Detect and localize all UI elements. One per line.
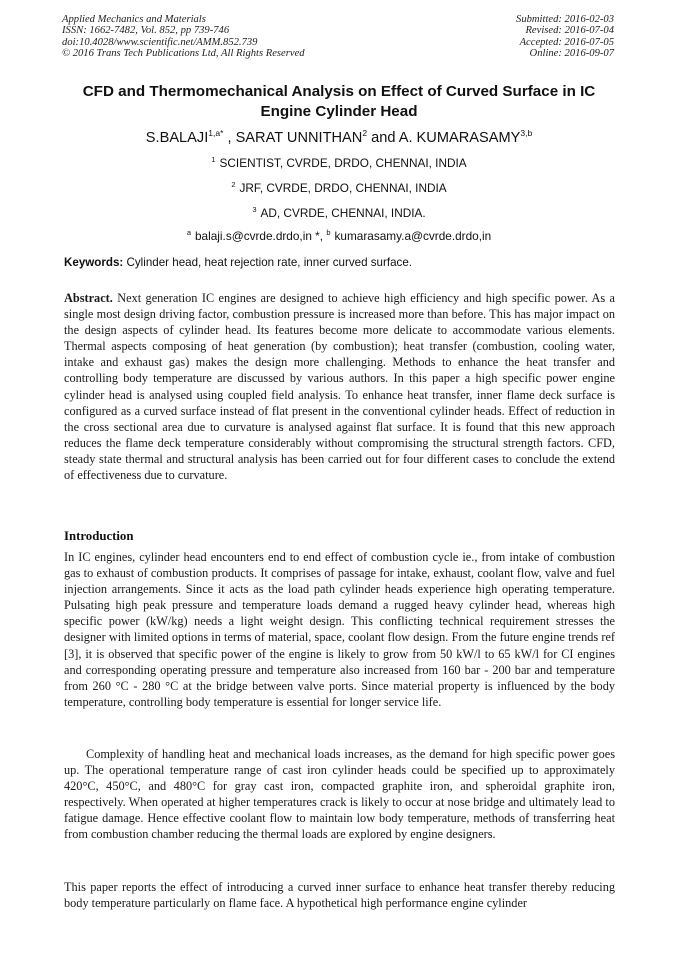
date-revised: Revised: 2016-07-04 bbox=[525, 25, 614, 37]
affiliation-mark: 1 bbox=[211, 155, 216, 164]
publication-dates bbox=[516, 14, 614, 60]
date-online: Online: 2016-09-07 bbox=[529, 48, 614, 60]
corresponding-mark: *, bbox=[311, 229, 327, 243]
author-2-mark: 2 bbox=[362, 128, 368, 138]
journal-copyright: © 2016 Trans Tech Publications Ltd, All Rights Reserved bbox=[62, 48, 305, 60]
intro-paragraph-2: Complexity of handling heat and mechanical loads increases, as the demand for high specific power goes up. The operational temperature range of cast iron cylinder heads could be specified up to approximately 420°C, 450°C, and 480°C for gray cast iron, compacted graphite iron, and spheroidal graphite iron, respectively. When operated at higher temperatures crack is likely to occur at nose bridge and ultimately lead to fatigue damage. Hence effective coolant flow to maintain low body temperature, methods of transferring heat from combustion chamber reducing the thermal loads are explored by engine designers. bbox=[64, 747, 615, 842]
email-a-mark: a bbox=[186, 228, 191, 237]
abstract-label: Abstract. bbox=[64, 291, 113, 305]
abstract bbox=[64, 290, 615, 483]
journal-info bbox=[62, 14, 305, 60]
date-accepted: Accepted: 2016-07-05 bbox=[519, 36, 614, 48]
section-heading-introduction: Introduction bbox=[64, 529, 134, 543]
author-separator: , bbox=[223, 130, 236, 146]
affiliation-mark: 3 bbox=[252, 205, 257, 214]
keywords-label: Keywords: bbox=[64, 256, 124, 269]
email-b-mark: b bbox=[326, 228, 331, 237]
affiliation-text: AD, CVRDE, CHENNAI, INDIA. bbox=[260, 206, 426, 220]
date-submitted: Submitted: 2016-02-03 bbox=[516, 14, 614, 25]
affiliation-2 bbox=[60, 180, 618, 195]
affiliation-text: SCIENTIST, CVRDE, DRDO, CHENNAI, INDIA bbox=[219, 156, 467, 170]
journal-issn: ISSN: 1662-7482, Vol. 852, pp 739-746 bbox=[62, 25, 230, 37]
affiliation-3 bbox=[60, 205, 618, 220]
affiliation-mark: 2 bbox=[231, 180, 236, 189]
intro-paragraph-1: In IC engines, cylinder head encounters end to end effect of combustion cycle ie., from intake of combustion gas to exhaust of combustion products. It comprises of passage for intake, exhaust, coolant flow, valve and fuel injection arrangements. Since it acts as the load path cylinder heads experience high operating temperature. Pulsating high peak pressure and temperature loads demand a rugged heavy cylinder head, whereas high specific power (kW/kg) needs a light weight design. This conflicting technical requirement stresses the designer with limited options in terms of material, space, coolant flow design. From the future engine trends ref [3], it is observed that specific power of the engine is likely to grow from 50 kW/l to 65 kW/l for CI engines and corresponding operating pressure and temperature also increased from 160 bar - 200 bar and temperature from 260 °C - 280 °C at the bridge between valve ports. Since material property is influenced by the body temperature, controlling body temperature is essential for longer service life. bbox=[64, 550, 615, 709]
email-a[interactable]: balaji.s@cvrde.drdo,in bbox=[195, 229, 312, 243]
author-emails bbox=[60, 228, 618, 243]
keywords-text: Cylinder head, heat rejection rate, inner curved surface. bbox=[123, 256, 412, 269]
email-b[interactable]: kumarasamy.a@cvrde.drdo,in bbox=[334, 229, 492, 243]
journal-doi: doi:10.4028/www.scientific.net/AMM.852.739 bbox=[62, 36, 258, 48]
author-list bbox=[60, 128, 618, 146]
affiliation-text: JRF, CVRDE, DRDO, CHENNAI, INDIA bbox=[239, 181, 447, 195]
affiliation-1 bbox=[60, 155, 618, 170]
author-1-mark: 1,a* bbox=[208, 128, 224, 138]
author-2: SARAT UNNITHAN bbox=[235, 130, 363, 146]
author-3: A. KUMARASAMY bbox=[398, 130, 521, 146]
keywords bbox=[64, 256, 412, 269]
intro-paragraph-3: This paper reports the effect of introducing a curved inner surface to enhance heat transfer thereby reducing body temperature particularly on flame face. A hypothetical high performance engine cylinder bbox=[64, 880, 615, 911]
author-1: S.BALAJI bbox=[145, 130, 209, 146]
journal-name: Applied Mechanics and Materials bbox=[62, 14, 206, 25]
author-separator: and bbox=[367, 130, 399, 146]
author-3-mark: 3,b bbox=[520, 128, 533, 138]
abstract-text: Next generation IC engines are designed to achieve high efficiency and high specific power. As a single most design driving factor, combustion pressure is increased more than before. This has major impact on the design aspects of cylinder head. Its features become more delicate to accommodate various elements. Thermal aspects composing of heat generation (by combustion); heat transfer (combustion, cooling water, intake and exhaust gas) makes the design more challenging. Methods to enhance the heat transfer and controlling body temperature are discussed by various authors. In this paper a high specific power engine cylinder head is analysed using coupled field analysis. To enhance heat transfer, inner flame deck surface is configured as a curved surface instead of flat present in the conventional cylinder heads. Effect of reduction in the cross sectional area due to curvature is analysed against flat surface. It is found that this new approach reduces the flame deck temperature considerably without compromising the structural strength factors. CFD, steady state thermal and structural analysis has been carried out for four different cases to conclude the extend of effectiveness due to curvature. bbox=[64, 291, 615, 483]
paper-title: CFD and Thermomechanical Analysis on Effect of Curved Surface in IC Engine Cylinder Head bbox=[82, 83, 596, 120]
